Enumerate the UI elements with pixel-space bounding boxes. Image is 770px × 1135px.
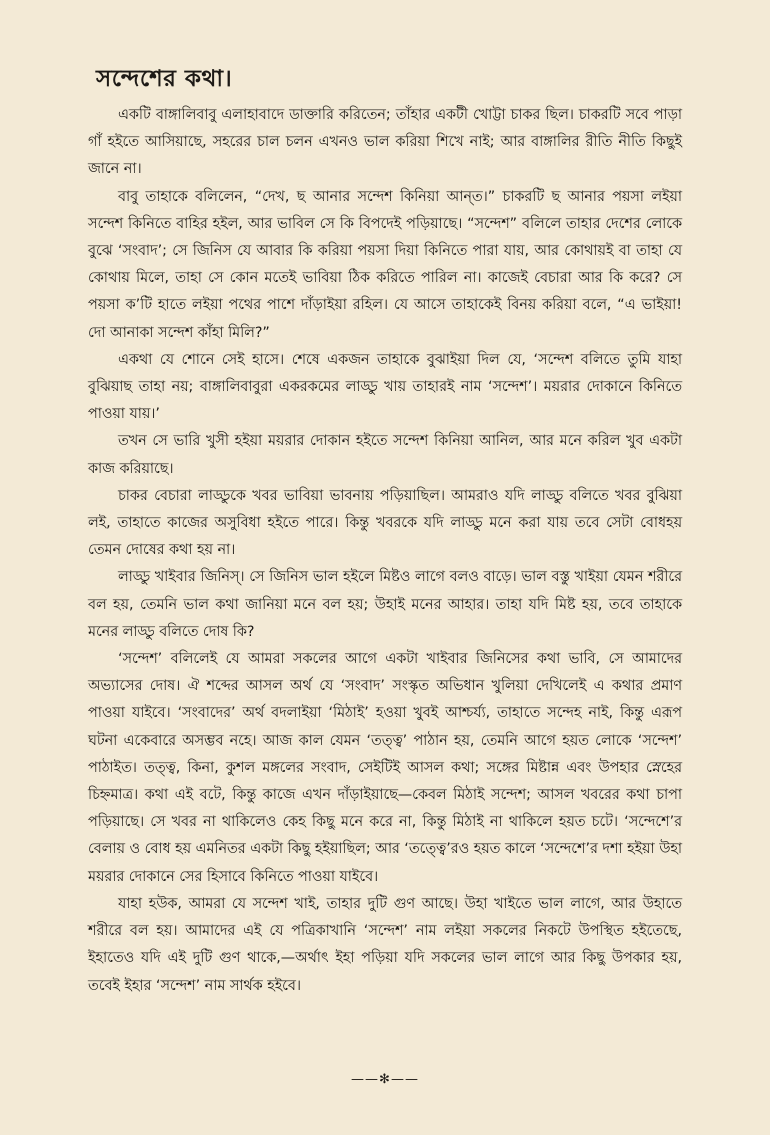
article-body [88, 102, 682, 1000]
paragraph: চাকর বেচারা লাড্ডুকে খবর ভাবিয়া ভাবনায় পড়িয়াছিল। আমরাও যদি লাড্ডু বলিতে খবর বুঝিয়া লই, তাহাতে কাজের অসুবিধা হইতে পারে। কিন্তু খবরকে যদি লাড্ডু মনে করা যায় তবে সেটা বোধহয় তেমন দোষের কথা হয় না। [88, 487, 682, 559]
paragraph: যাহা হউক, আমরা যে সন্দেশ খাই, তাহার দুটি গুণ আছে। উহা খাইতে ভাল লাগে, আর উহাতে শরীরে বল হয়। আমাদের এই যে পত্রিকাখানি ‘সন্দেশ’ নাম লইয়া সকলের নিকটে উপস্থিত হইতেছে, ইহাতেও যদি এই দুটি গুণ থাকে,—অর্থাৎ ইহা পড়িয়া যদি সকলের ভাল লাগে আর কিছু উপকার হয়, তবেই ইহার ‘সন্দেশ’ নাম সার্থক হইবে। [88, 895, 682, 994]
paragraph: বাবু তাহাকে বলিলেন, “দেখ, ছ আনার সন্দেশ কিনিয়া আন্‌ত।” চাকরটি ছ আনার পয়সা লইয়া সন্দেশ কিনিতে বাহির হইল, আর ভাবিল সে কি বিপদেই পড়িয়াছে। “সন্দেশ” বলিলে তাহার দেশের লোকে বুঝে ‘সংবাদ’; সে জিনিস যে আবার কি করিয়া পয়সা দিয়া কিনিতে পারা যায়, আর কোথায়ই বা তাহা যে কোথায় মিলে, তাহা সে কোন মতেই ভাবিয়া ঠিক করিতে পারিল না। কাজেই বেচারা আর কি করে? সে পয়সা ক’টি হাতে লইয়া পথের পাশে দাঁড়াইয়া রহিল। যে আসে তাহাকেই বিনয় করিয়া বলে, “এ ভাইয়া! দো আনাকা সন্দেশ কাঁহা মিলি?” [88, 188, 682, 341]
paragraph: তখন সে ভারি খুসী হইয়া ময়রার দোকান হইতে সন্দেশ কিনিয়া আনিল, আর মনে করিল খুব একটা কাজ করিয়াছে। [88, 433, 682, 477]
article-title: সন্দেশের কথা। [96, 66, 233, 92]
paragraph: একথা যে শোনে সেই হাসে। শেষে একজন তাহাকে বুঝাইয়া দিল যে, ‘সন্দেশ বলিতে তুমি যাহা বুঝিয়াছ তাহা নয়; বাঙ্গালিবাবুরা একরকমের লাড্ডু খায় তাহারই নাম ‘সন্দেশ’। ময়রার দোকানে কিনিতে পাওয়া যায়।’ [88, 351, 682, 423]
paragraph: ‘সন্দেশ’ বলিলেই যে আমরা সকলের আগে একটা খাইবার জিনিসের কথা ভাবি, সে আমাদের অভ্যাসের দোষ। ঐ শব্দের আসল অর্থ যে ‘সংবাদ’ সংস্কৃত অভিধান খুলিয়া দেখিলেই এ কথার প্রমাণ পাওয়া যাইবে। ‘সংবাদের’ অর্থ বদলাইয়া ‘মিঠাই’ হওয়া খুবই আশ্চর্য্য, তাহাতে সন্দেহ নাই, কিন্তু এরূপ ঘটনা একেবারে অসম্ভব নহে। আজ কাল যেমন ‘তত্ত্ব’ পাঠান হয়, তেমনি আগে হয়ত লোকে ‘সন্দেশ’ পাঠাইত। তত্ত্ব, কিনা, কুশল মঙ্গলের সংবাদ, সেইটিই আসল কথা; সঙ্গের মিষ্টান্ন এবং উপহার স্নেহের চিহ্নমাত্র। কথা এই বটে, কিন্তু কাজে এখন দাঁড়াইয়াছে—কেবল মিঠাই সন্দেশ; আসল খবরের কথা চাপা পড়িয়াছে। সে খবর না থাকিলেও কেহ কিছু মনে করে না, কিন্তু মিঠাই না থাকিলে হয়ত চটে। ‘সন্দেশে’র বেলায় ও বোধ হয় এমনিতর একটা কিছু হইয়াছিল; আর ‘তত্ত্বে’রও হয়ত কালে ‘সন্দেশে’র দশা হইয়া উহা ময়রার দোকানে সের হিসাবে কিনিতে পাওয়া যাইবে। [88, 651, 682, 885]
end-ornament: ——✻—— [351, 1072, 419, 1087]
paragraph: একটি বাঙ্গালিবাবু এলাহাবাদে ডাক্তারি করিতেন; তাঁহার একটী খোট্টা চাকর ছিল। চাকরটি সবে পাড়া গাঁ হইতে আসিয়াছে, সহরের চাল চলন এখনও ভাল করিয়া শিখে নাই; আর বাঙ্গালির রীতি নীতি কিছুই জানে না। [88, 107, 682, 178]
paragraph: লাড্ডু খাইবার জিনিস্‌। সে জিনিস ভাল হইলে মিষ্টও লাগে বলও বাড়ে। ভাল বস্তু খাইয়া যেমন শরীরে বল হয়, তেমনি ভাল কথা জানিয়া মনে বল হয়; উহাই মনের আহার। তাহা যদি মিষ্ট হয়, তবে তাহাকে মনের লাড্ডু বলিতে দোষ কি? [88, 569, 682, 640]
